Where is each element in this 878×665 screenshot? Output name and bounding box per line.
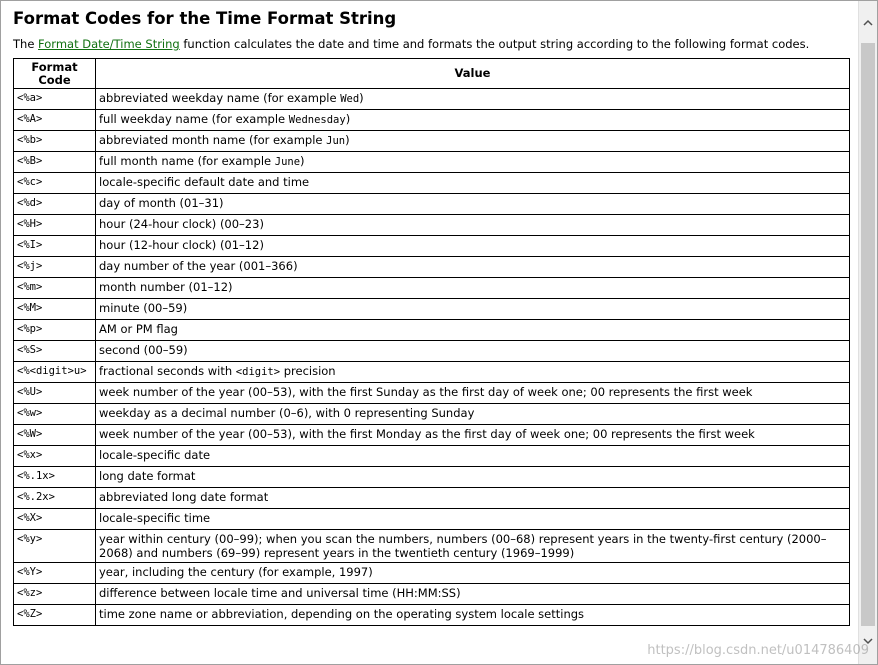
intro-after: function calculates the date and time and formats the output string according to the following format codes.	[179, 37, 810, 51]
format-code-cell: <%B>	[14, 152, 96, 173]
format-code-cell: <%a>	[14, 89, 96, 110]
value-cell	[96, 194, 850, 215]
value-example: Jun	[326, 135, 346, 147]
value-cell	[96, 131, 850, 152]
value-text: full weekday name (for example	[99, 112, 289, 126]
scrollbar-thumb[interactable]	[861, 43, 875, 626]
table-row	[14, 467, 850, 488]
value-cell	[96, 173, 850, 194]
value-tail: )	[345, 133, 350, 147]
format-code-cell: <%S>	[14, 341, 96, 362]
value-text: full month name (for example	[99, 154, 275, 168]
value-tail: )	[345, 112, 351, 126]
table-row	[14, 215, 850, 236]
table-row	[14, 488, 850, 509]
format-code-cell: <%.1x>	[14, 467, 96, 488]
value-cell	[96, 425, 850, 446]
value-cell	[96, 278, 850, 299]
format-code-cell: <%I>	[14, 236, 96, 257]
format-code-cell: <%Y>	[14, 563, 96, 584]
table-row	[14, 320, 850, 341]
format-code-cell: <%z>	[14, 584, 96, 605]
value-example: June	[274, 156, 301, 168]
value-cell	[96, 215, 850, 236]
value-text: abbreviated long date format	[99, 490, 269, 504]
value-cell	[96, 383, 850, 404]
value-text: second (00–59)	[99, 343, 188, 357]
value-text: time zone name or abbreviation, depending on the operating system locale settings	[99, 607, 585, 621]
value-cell	[96, 509, 850, 530]
format-code-cell: <%A>	[14, 110, 96, 131]
value-cell	[96, 530, 850, 563]
value-text: hour (24-hour clock) (00–23)	[99, 217, 264, 231]
format-code-cell: <%b>	[14, 131, 96, 152]
table-row	[14, 383, 850, 404]
table-row	[14, 509, 850, 530]
table-row	[14, 173, 850, 194]
format-code-cell: <%M>	[14, 299, 96, 320]
value-text: abbreviated weekday name (for example	[99, 91, 341, 105]
format-code-cell: <%W>	[14, 425, 96, 446]
value-text: AM or PM flag	[99, 322, 178, 336]
value-cell	[96, 563, 850, 584]
value-text: week number of the year (00–53), with the first Sunday as the first day of week one; 00 represents the first week	[99, 385, 753, 399]
format-code-cell: <%j>	[14, 257, 96, 278]
value-cell	[96, 362, 850, 383]
table-row	[14, 194, 850, 215]
format-code-cell: <%H>	[14, 215, 96, 236]
table-row	[14, 89, 850, 110]
header-format-code: Format Code	[14, 59, 96, 89]
value-text: difference between locale time and universal time (HH:MM:SS)	[99, 586, 461, 600]
value-text: day number of the year (001–366)	[99, 259, 298, 273]
table-row	[14, 584, 850, 605]
table-row	[14, 278, 850, 299]
format-code-cell: <%x>	[14, 446, 96, 467]
value-cell	[96, 236, 850, 257]
table-row	[14, 110, 850, 131]
value-cell	[96, 404, 850, 425]
table-row	[14, 152, 850, 173]
value-tail: )	[359, 91, 364, 105]
chevron-up-icon[interactable]	[859, 13, 877, 31]
table-row	[14, 404, 850, 425]
value-cell	[96, 341, 850, 362]
table-row	[14, 299, 850, 320]
table-row	[14, 341, 850, 362]
watermark: https://blog.csdn.net/u014786409	[647, 643, 869, 658]
value-cell	[96, 110, 850, 131]
format-code-cell: <%d>	[14, 194, 96, 215]
value-text: locale-specific time	[99, 511, 211, 525]
format-code-cell: <%m>	[14, 278, 96, 299]
format-code-cell: <%y>	[14, 530, 96, 563]
value-text: long date format	[99, 469, 196, 483]
value-text: locale-specific date	[99, 448, 211, 462]
format-code-cell: <%c>	[14, 173, 96, 194]
value-cell	[96, 446, 850, 467]
table-row	[14, 257, 850, 278]
value-cell	[96, 488, 850, 509]
intro-before: The	[13, 37, 39, 51]
vertical-scrollbar[interactable]	[858, 1, 877, 664]
header-value: Value	[96, 59, 850, 89]
value-example: Wednesday	[288, 114, 346, 126]
value-text: minute (00–59)	[99, 301, 188, 315]
value-cell	[96, 605, 850, 626]
intro-text	[13, 37, 809, 51]
format-codes-table	[13, 58, 850, 626]
value-cell	[96, 299, 850, 320]
format-datetime-string-link[interactable]: Format Date/Time String	[38, 37, 180, 51]
value-text: day of month (01–31)	[99, 196, 224, 210]
table-row	[14, 362, 850, 383]
value-cell	[96, 89, 850, 110]
value-cell	[96, 152, 850, 173]
value-cell	[96, 584, 850, 605]
format-code-cell: <%.2x>	[14, 488, 96, 509]
table-row	[14, 236, 850, 257]
value-cell	[96, 467, 850, 488]
table-row	[14, 131, 850, 152]
value-tail: precision	[280, 364, 336, 378]
table-row	[14, 446, 850, 467]
format-code-cell: <%X>	[14, 509, 96, 530]
value-text: fractional seconds with	[99, 364, 236, 378]
table-row	[14, 425, 850, 446]
table-row	[14, 530, 850, 563]
format-code-cell: <%w>	[14, 404, 96, 425]
table-row	[14, 563, 850, 584]
value-text: year, including the century (for example, 1997)	[99, 565, 373, 579]
value-text: weekday as a decimal number (0–6), with 0 representing Sunday	[99, 406, 475, 420]
value-cell	[96, 257, 850, 278]
value-example: <digit>	[235, 366, 281, 378]
table-row	[14, 605, 850, 626]
value-example: Wed	[340, 93, 360, 105]
format-code-cell: <%p>	[14, 320, 96, 341]
value-tail: )	[300, 154, 305, 168]
format-code-cell: <%U>	[14, 383, 96, 404]
value-cell	[96, 320, 850, 341]
format-code-cell: <%<digit>u>	[14, 362, 96, 383]
value-text: locale-specific default date and time	[99, 175, 310, 189]
table-header-row	[14, 59, 850, 89]
value-text: week number of the year (00–53), with the first Monday as the first day of week one; 00 represents the first week	[99, 427, 755, 441]
value-text: hour (12-hour clock) (01–12)	[99, 238, 264, 252]
help-content	[1, 1, 859, 664]
value-text: abbreviated month name (for example	[99, 133, 327, 147]
page-title: Format Codes for the Time Format String	[13, 9, 397, 28]
format-code-cell: <%Z>	[14, 605, 96, 626]
value-text: month number (01–12)	[99, 280, 233, 294]
value-text: year within century (00–99); when you scan the numbers, numbers (00–68) represent years in the twenty-first century (2000–2068) and numbers (69–99) represent years in the twentieth century (1969–1999)	[99, 532, 827, 560]
